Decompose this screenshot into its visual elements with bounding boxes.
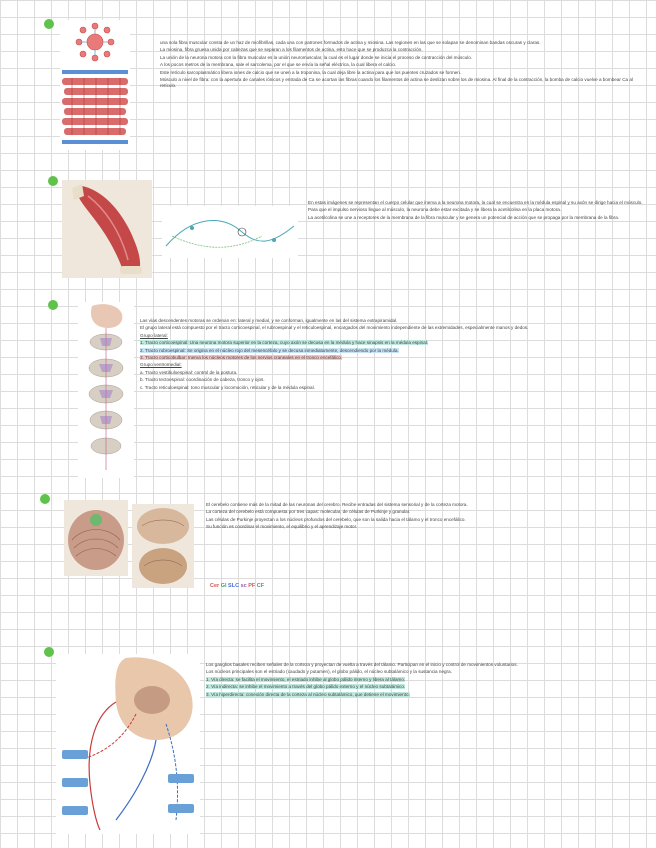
list-item: [140, 340, 650, 346]
paragraph: una sola fibra muscular consta de un haz de miofibrillas, cada una con patrones formados de actina y miosina. Las regiones en las que se solapan se denominan bandas oscuras y claras.: [160, 40, 541, 45]
paragraph: [206, 692, 650, 698]
legend-item: Cer: [210, 583, 220, 589]
paragraph: En estas imágenes se representan el cuerpo celular que inerva a la neurona motora, la cual se encuentra en la médula espinal y su axón se dirige hacia el músculo.: [308, 200, 643, 205]
intro-text: Las vías descendentes motoras se ordenan en: lateral y medial, y se conforman, igualmente en las del sistema extrapiramidal.: [140, 318, 398, 323]
paragraph: La unión de la neurona motora con la fibra muscular es la unión neuromuscular, la cual es el lugar donde se inicia el proceso de contracción del músculo.: [160, 54, 473, 60]
list-item: b. Tracto tectoespinal: coordinación de cabeza, tronco y ojos.: [140, 377, 265, 383]
paragraph: Los ganglios basales reciben señales de la corteza y proyectan de vuelta a través del tálamo. Participan en el inicio y control de movimientos voluntarios.: [206, 662, 518, 667]
legend-item: Gl: [220, 583, 227, 589]
neuromuscular-diagram: [162, 206, 298, 258]
paragraph: Este retículo sarcoplasmático libera iones de calcio que se unen a la troponina, la cual deja libre la actina para que los puentes cruzados se formen.: [160, 69, 462, 75]
arm-muscle-figure: [62, 180, 152, 278]
paragraph: Músculo a nivel de fibra: con la apertura de canales iónicos y entrada de Ca se acortan las fibras cuando los filamentos de actina se deslizan sobre los de miosina. Al final de la contracción, la bomba de calcio vuelve a bombear Ca al retículo.: [160, 76, 633, 89]
list-item: c. Tracto reticuloespinal: tono muscular y locomoción, reticular y de la médula espinal.: [140, 384, 315, 390]
intro-text: El grupo lateral está compuesto por el tracto corticoespinal, el rubroespinal y el reticuloespinal, encargados del movimiento independiente de las extremidades, especialmente manos y dedos.: [140, 325, 529, 331]
section-bullet: [48, 300, 58, 310]
paragraph: El cerebelo contiene más de la mitad de las neuronas del cerebro. Recibe entradas del sistema sensorial y de la corteza motora.: [206, 502, 468, 507]
list-item: [140, 355, 650, 361]
paragraph: Los núcleos principales son el estriado (caudado y putamen), el globo pálido, el núcleo subtalámico y la sustancia negra.: [206, 669, 452, 675]
section-4-text: [206, 502, 650, 532]
paragraph: La miosina, fibra gruesa unida por cabezas que se separan a los filamentos de actina, esto hace que se produzca la contracción.: [160, 47, 423, 53]
subheading: Grupo lateral:: [140, 332, 168, 338]
legend-item: PF: [248, 583, 256, 589]
section-1-text: [160, 40, 650, 91]
paragraph: [206, 677, 650, 683]
muscle-fiber-figure: [60, 20, 130, 150]
section-bullet: [48, 176, 58, 186]
paragraph: [206, 684, 650, 690]
paragraph: [140, 318, 650, 324]
cerebellum-figure-1: [64, 500, 128, 576]
color-legend: [210, 582, 264, 590]
list-item: a. Tracto vestibuloespinal: control de la postura.: [140, 369, 238, 375]
paragraph: [140, 325, 650, 331]
basal-ganglia-figure: [56, 654, 200, 834]
paragraph: Las células de Purkinje proyectan a los núcleos profundos del cerebelo, que son la salida hacia el tálamo y el tronco encefálico.: [206, 516, 466, 522]
cerebellum-figure-2: [132, 504, 194, 588]
paragraph: Su función es coordinar el movimiento, el equilibrio y el aprendizaje motor.: [206, 524, 358, 530]
section-2-text: [308, 200, 648, 222]
paragraph: La acetilcolina se une a receptores de la membrana de la fibra muscular y se genera un potencial de acción que se propaga por la membrana de la fibra.: [308, 214, 620, 220]
subheading: Grupo ventromedial:: [140, 362, 182, 368]
paragraph: La corteza del cerebelo está compuesta por tres capas: molecular, de células de Purkinje y granular.: [206, 509, 411, 515]
legend-item: CF: [256, 583, 265, 589]
highlighted-text: 1. Tracto corticoespinal: Una neurona motora superior en la corteza, cuyo axón se decusa en la médula y hace sinapsis en la médula espinal.: [140, 340, 429, 346]
section-bullet: [44, 647, 54, 657]
section-3-text: [140, 318, 650, 392]
highlighted-text: 1. Vía directa: se facilita el movimiento, el estriado inhibe al globo pálido interno y libera al tálamo.: [206, 676, 406, 682]
paragraph: A los pocos metros de la membrana, sale el sarcolema, por el que se envía la señal eléctrica, la cual libera el calcio.: [160, 62, 397, 68]
highlighted-text: 2. Vía indirecta: se inhibe el movimiento a través del globo pálido externo y el núcleo subtalámico.: [206, 684, 406, 690]
spinal-cord-figure: [78, 302, 134, 478]
highlighted-text: 3. Vía hiperdirecta: conexión directa de la corteza al núcleo subtalámico, que detiene el movimiento.: [206, 691, 410, 697]
list-item: [140, 348, 650, 354]
section-bullet: [40, 494, 50, 504]
legend-item: SLC: [228, 583, 240, 589]
legend-item: sc: [240, 583, 247, 589]
section-5-text: [206, 662, 650, 699]
paragraph: Para que el impulso nervioso llegue al músculo, la neurona debe estar excitada y se libera la acetilcolina en la placa motora.: [308, 207, 562, 213]
highlighted-text: 3. Tracto corticobulbar: Inerva los núcleos motores de los nervios craneales en el tronco encefálico.: [140, 354, 343, 360]
section-bullet: [44, 19, 54, 29]
highlighted-text: 2. Tracto rubroespinal: Se origina en el núcleo rojo del mesencéfalo y se decusa inmediatamente, descendiendo por la médula.: [140, 347, 399, 353]
